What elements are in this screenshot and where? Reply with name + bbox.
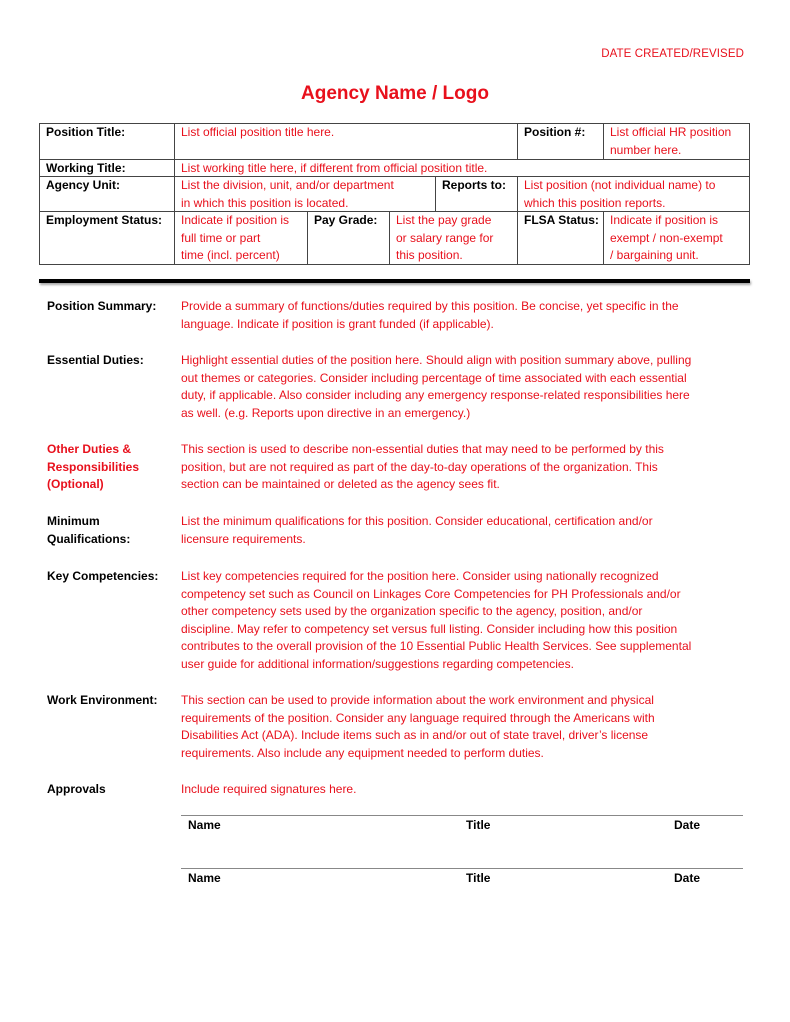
text-line: Provide a summary of functions/duties required by this position. Be concise, yet specific in the (181, 299, 679, 313)
employment-status-label: Employment Status: (46, 213, 163, 227)
signature-title-label: Title (466, 818, 491, 832)
label-line: Minimum (47, 514, 100, 528)
text-line: contributes to the overall provision of the 10 Essential Public Health Services. See supplemental (181, 639, 692, 653)
approvals-label: Approvals (47, 782, 106, 796)
work-environment-label: Work Environment: (47, 693, 158, 707)
employment-status-value[interactable] (174, 211, 307, 265)
agency-unit-value[interactable] (174, 176, 435, 212)
pay-grade-line: this position. (396, 248, 463, 262)
text-line: licensure requirements. (181, 531, 306, 546)
key-competencies-label: Key Competencies: (47, 569, 159, 583)
pay-grade-line: or salary range for (396, 230, 494, 245)
other-duties-text[interactable] (181, 441, 751, 494)
text-line: Include required signatures here. (181, 782, 357, 796)
text-line: This section is used to describe non-essential duties that may need to be performed by this (181, 442, 664, 456)
employment-status-line: Indicate if position is (181, 213, 290, 227)
position-number-value[interactable] (603, 123, 749, 159)
essential-duties-text[interactable] (181, 352, 751, 422)
table-border-right (749, 123, 750, 265)
flsa-status-value[interactable] (603, 211, 749, 265)
text-line: other competency sets used by the organization specific to the agency, position, and/or (181, 604, 643, 618)
key-competencies-text[interactable] (181, 568, 751, 673)
minimum-qualifications-text[interactable] (181, 513, 751, 548)
working-title-value[interactable]: List working title here, if different from official position title. (181, 161, 488, 175)
reports-to-value[interactable] (517, 176, 749, 212)
text-line: section can be maintained or deleted as the agency sees fit. (181, 477, 500, 491)
approvals-text[interactable] (181, 781, 751, 799)
flsa-status-line: / bargaining unit. (610, 248, 699, 262)
text-line: competency set such as Council on Linkages Core Competencies for PH Professionals and/or (181, 586, 681, 601)
work-environment-text[interactable] (181, 692, 751, 762)
label-line: Qualifications: (47, 531, 131, 546)
label-line: Responsibilities (47, 459, 140, 474)
position-info-table (39, 123, 750, 265)
signature-date-label: Date (674, 871, 701, 885)
reports-to-line: which this position reports. (524, 195, 666, 210)
employment-status-line: full time or part (181, 230, 261, 245)
reports-to-label: Reports to: (442, 178, 506, 192)
other-duties-label (47, 441, 177, 494)
agency-unit-line: List the division, unit, and/or department (181, 178, 394, 192)
essential-duties-label: Essential Duties: (47, 353, 144, 367)
position-summary-text[interactable] (181, 298, 751, 333)
text-line: List the minimum qualifications for this position. Consider educational, certification and/or (181, 514, 653, 528)
pay-grade-value[interactable] (389, 211, 517, 265)
signature-title-label: Title (466, 871, 491, 885)
text-line: as well. (e.g. Reports upon directive in an emergency.) (181, 405, 471, 420)
minimum-qualifications-label (47, 513, 177, 548)
position-summary-label: Position Summary: (47, 299, 157, 313)
pay-grade-line: List the pay grade (396, 213, 492, 227)
position-number-line: List official HR position (610, 125, 732, 139)
reports-to-line: List position (not individual name) to (524, 178, 716, 192)
employment-status-line: time (incl. percent) (181, 248, 280, 262)
label-line: (Optional) (47, 477, 104, 491)
signature-line-2[interactable] (181, 868, 743, 869)
text-line: Highlight essential duties of the position here. Should align with position summary above, pulling (181, 353, 692, 367)
text-line: position, but are not required as part of the day-to-day operations of the organization. This (181, 459, 658, 474)
section-divider-rule (39, 279, 750, 283)
text-line: requirements of the position. Consider any language required through the Americans with (181, 710, 655, 725)
text-line: user guide for additional information/suggestions regarding competencies. (181, 656, 574, 671)
text-line: out themes or categories. Consider including percentage of time associated with each essential (181, 370, 687, 385)
signature-name-label: Name (188, 871, 221, 885)
flsa-status-label: FLSA Status: (524, 213, 599, 227)
position-number-line: number here. (610, 142, 682, 157)
flsa-status-line: exempt / non-exempt (610, 230, 723, 245)
position-title-label: Position Title: (46, 125, 126, 139)
text-line: Disabilities Act (ADA). Include items such as in and/or out of state travel, driver’s license (181, 728, 649, 742)
agency-name-logo: Agency Name / Logo (301, 83, 489, 104)
text-line: This section can be used to provide information about the work environment and physical (181, 693, 654, 707)
text-line: requirements. Also include any equipment needed to perform duties. (181, 745, 544, 760)
signature-line-1[interactable] (181, 815, 743, 816)
date-created-revised: DATE CREATED/REVISED (601, 48, 744, 60)
signature-date-label: Date (674, 818, 701, 832)
position-title-value[interactable]: List official position title here. (181, 125, 335, 139)
text-line: language. Indicate if position is grant funded (if applicable). (181, 316, 494, 331)
text-line: List key competencies required for the position here. Consider using nationally recognized (181, 569, 659, 583)
agency-unit-line: in which this position is located. (181, 195, 349, 210)
text-line: duty, if applicable. Also consider including any emergency response-related responsibilities here (181, 388, 690, 402)
label-line: Other Duties & (47, 442, 132, 456)
working-title-label: Working Title: (46, 161, 126, 175)
position-number-label: Position #: (524, 125, 586, 139)
flsa-status-line: Indicate if position is (610, 213, 719, 227)
text-line: discipline. May refer to competency set versus full listing. Consider including how this position (181, 621, 678, 636)
pay-grade-label: Pay Grade: (314, 213, 378, 227)
signature-name-label: Name (188, 818, 221, 832)
agency-unit-label: Agency Unit: (46, 178, 121, 192)
